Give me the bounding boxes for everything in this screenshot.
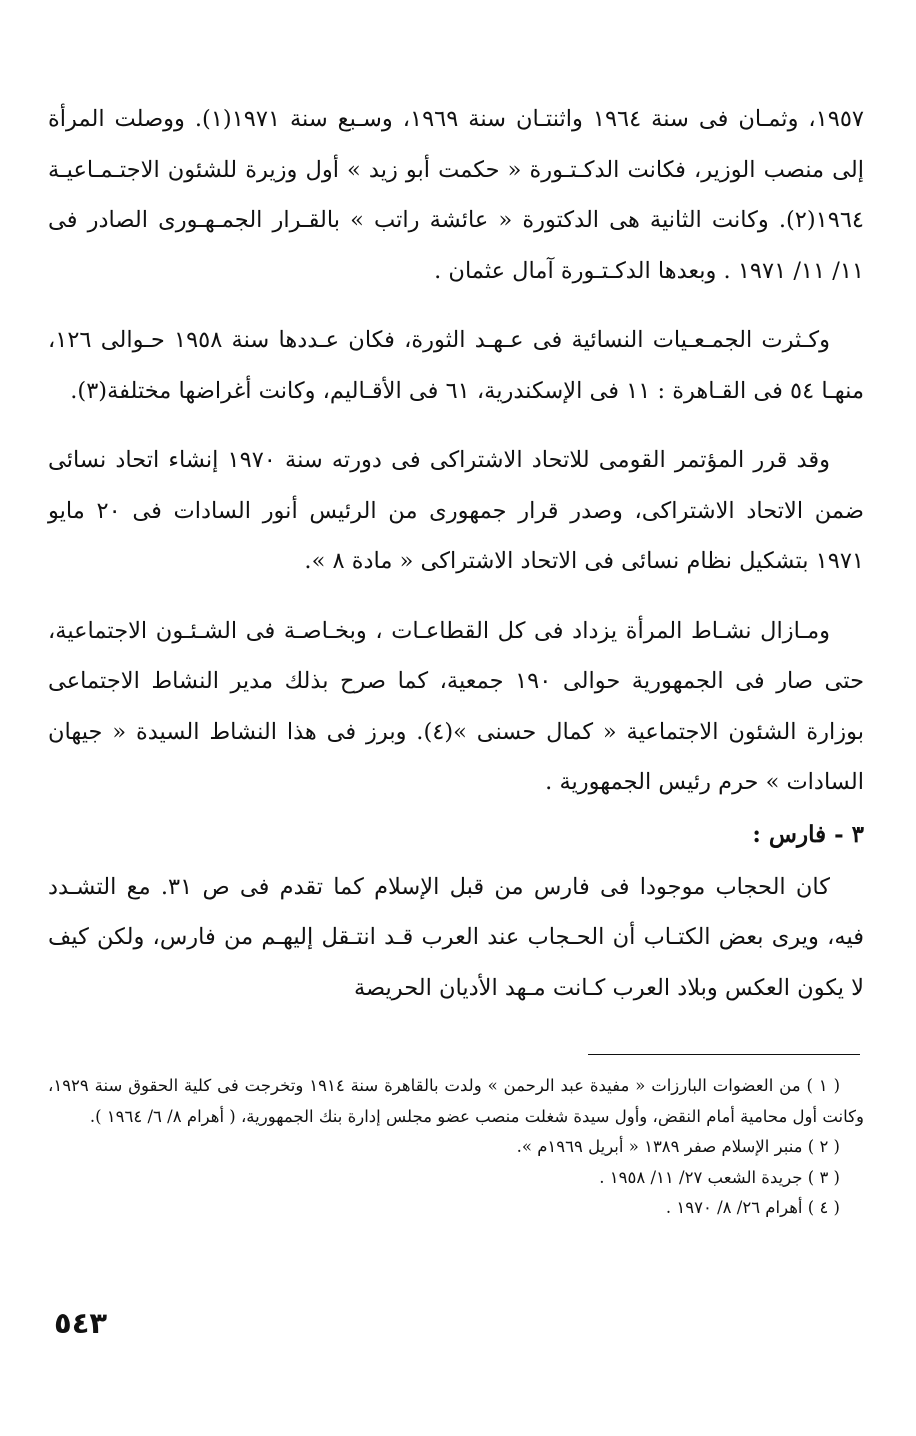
page-number: ٥٤٣ xyxy=(54,1306,108,1340)
paragraph: كان الحجاب موجودا فى فارس من قبل الإسلام كما تقدم فى ص ٣١. مع التشـدد فيه، ويرى بعض الكتـاب أن الحـجاب عند العرب قـد انتـقل إليهـم من فارس، ولكن كيف لا يكون العكس وبلاد العرب كـانت مـهد الأديان الحريصة xyxy=(48,873,864,1001)
paragraph: ومـازال نشـاط المرأة يزداد فى كل القطاعـات ، وبخـاصـة فى الشـئـون الاجتماعية، حتى صار فى الجمهورية حوالى ١٩٠ جمعية، كما صرح بذلك مدير النشاط الاجتماعى بوزارة الشئون الاجتماعية « كمال حسنى »(٤). وبرز فى هذا النشاط السيدة « جيهان السادات » حرم رئيس الجمهورية . xyxy=(48,617,864,795)
section-heading: ٣ - فارس : xyxy=(752,820,864,848)
footnote: ( ٣ ) جريدة الشعب ٢٧/ ١١/ ١٩٥٨ . xyxy=(599,1167,840,1187)
paragraph: ١٩٥٧، وثمـان فى سنة ١٩٦٤ واثنتـان سنة ١٩٦٩، وسـبع سنة ١٩٧١(١). ووصلت المرأة إلى منصب الوزير، فكانت الدكـتـورة « حكمت أبو زيد » أول وزيرة للشئون الاجتـمـاعيـة ١٩٦٤(٢). وكانت الثانية هى الدكتورة « عائشة راتب » بالقـرار الجمـهـورى الصادر فى ١١/ ١١/ ١٩٧١ . وبعدها الدكـتـورة آمال عثمان . xyxy=(48,106,865,284)
paragraph: وقد قرر المؤتمر القومى للاتحاد الاشتراكى فى دورته سنة ١٩٧٠ إنشاء اتحاد نسائى ضمن الاتحاد الاشتراكى، وصدر قرار جمهورى من الرئيس أنور السادات فى ٢٠ مايو ١٩٧١ بتشكيل نظام نسائى فى الاتحاد الاشتراكى « مادة ٨ ». xyxy=(48,447,864,574)
footnote-divider xyxy=(588,1054,860,1055)
main-text xyxy=(48,94,864,1013)
paragraph: وكـثرت الجمـعـيات النسائية فى عـهـد الثورة، فكان عـددها سنة ١٩٥٨ حـوالى ١٢٦، منهـا ٥٤ فى القـاهرة : ١١ فى الإسكندرية، ٦١ فى الأقـاليم، وكانت أغراضها مختلفة(٣). xyxy=(48,327,864,404)
footnote: ( ٤ ) أهرام ٢٦/ ٨/ ١٩٧٠ . xyxy=(665,1198,840,1217)
footnote: ( ١ ) من العضوات البارزات « مفيدة عبد الرحمن » ولدت بالقاهرة سنة ١٩١٤ وتخرجت فى كلية الحقوق سنة ١٩٢٩، وكانت أول محامية أمام النقض، وأول سيدة شغلت منصب عضو مجلس إدارة بنك الجمهورية، ( أهرام ٨/ ٦/ ١٩٦٤ ). xyxy=(48,1076,864,1126)
footnote: ( ٢ ) منبر الإسلام صفر ١٣٨٩ « أبريل ١٩٦٩م ». xyxy=(516,1137,840,1156)
footnotes xyxy=(48,1071,864,1224)
